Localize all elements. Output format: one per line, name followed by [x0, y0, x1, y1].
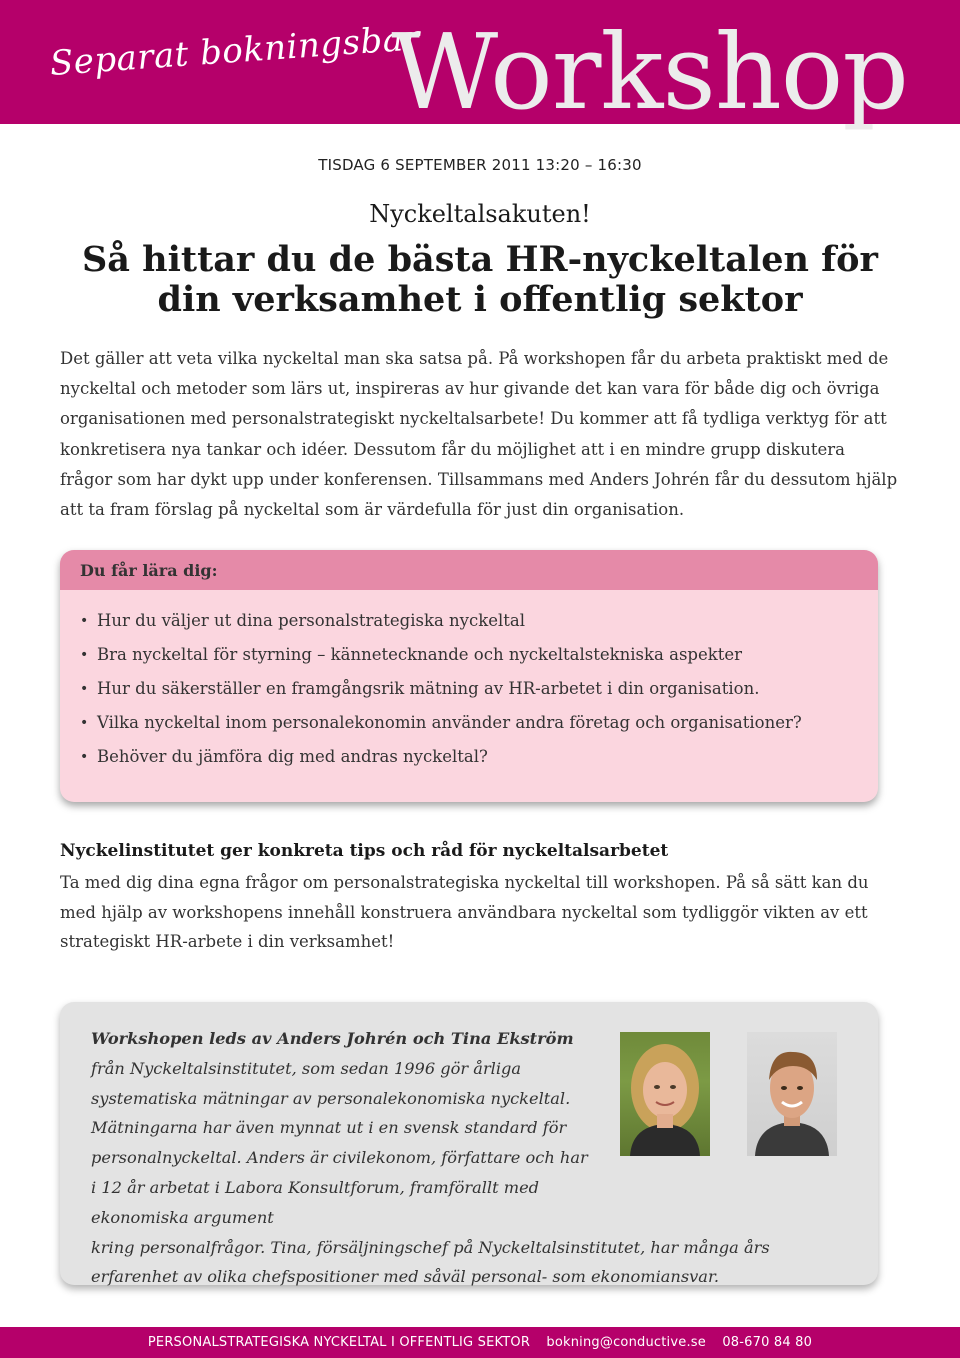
- bullet-icon: •: [80, 749, 89, 765]
- bio-tail: kring personalfrågor. Tina, försäljningschef på Nyckeltalsinstitutet, har många års erfarenhet av olika chefspositioner med såväl personal- som ekonomiansvar.: [91, 1237, 770, 1287]
- page-title: Så hittar du de bästa HR-nyckeltalen för din verksamhet i offentlig sektor: [82, 239, 878, 320]
- intro-paragraph: Det gäller att veta vilka nyckeltal man ska satsa på. På workshopen får du arbeta praktiskt med de nyckeltal och metoder som lärs ut, inspireras av hur givande det kan vara för både dig och övriga organisationen med personalstrategiskt nyckeltalsarbete! Du kommer att få tydliga verktyg för att konkretisera nya tankar och idéer. Dessutom får du möjlighet att i en mindre grupp diskutera frågor som har dykt upp under konferensen. Tillsammans med Anders Johrén får du dessutom hjälp att ta fram förslag på nyckeltal som är värdefulla för just din organisation.: [60, 349, 898, 520]
- list-item-text: Behöver du jämföra dig med andras nyckeltal?: [97, 747, 488, 766]
- footer-email[interactable]: bokning@conductive.se: [546, 1335, 706, 1350]
- learn-list: [60, 590, 878, 774]
- tips-heading: Nyckelinstitutet ger konkreta tips och råd för nyckeltalsarbetet: [60, 841, 669, 861]
- portrait-man-icon: [747, 1032, 837, 1156]
- footer-bar: [0, 1327, 960, 1358]
- list-item-text: Vilka nyckeltal inom personalekonomin använder andra företag och organisationer?: [97, 713, 802, 732]
- event-date: TISDAG 6 SEPTEMBER 2011 13:20 – 16:30: [318, 156, 642, 174]
- portrait-woman-icon: [620, 1032, 710, 1156]
- footer-topic: PERSONALSTRATEGISKA NYCKELTAL I OFFENTLIG SEKTOR: [147, 1335, 531, 1350]
- portrait-photo-woman: [620, 1032, 710, 1156]
- tagline: Separat bokningsbar: [48, 18, 422, 84]
- bio-lead-bold: Workshopen leds av Anders Johrén och Tina Ekström: [91, 1029, 574, 1048]
- bullet-icon: •: [80, 681, 89, 697]
- brand-title: Workshop: [391, 11, 908, 133]
- learn-heading: Du får lära dig:: [60, 550, 878, 590]
- event-kicker: Nyckeltalsakuten!: [369, 200, 591, 228]
- list-item: [80, 706, 878, 740]
- bullet-icon: •: [80, 613, 89, 629]
- bio-lead: [91, 1024, 591, 1233]
- list-item: [80, 672, 878, 706]
- tips-section: [60, 838, 900, 957]
- portrait-photo-man: [747, 1032, 837, 1156]
- footer-phone[interactable]: 08-670 84 80: [722, 1335, 813, 1350]
- tips-paragraph: Ta med dig dina egna frågor om personalstrategiska nyckeltal till workshopen. På så sätt kan du med hjälp av workshopens innehåll konstruera användbara nyckeltal som tydliggör vikten av ett strategiskt HR-arbete i din verksamhet!: [60, 873, 869, 951]
- list-item: [80, 604, 878, 638]
- bio-box: [60, 1002, 878, 1285]
- list-item-text: Hur du väljer ut dina personalstrategiska nyckeltal: [97, 611, 526, 630]
- bullet-icon: •: [80, 715, 89, 731]
- header-banner: [0, 0, 960, 133]
- bullet-icon: •: [80, 647, 89, 663]
- bio-lead-rest: från Nyckeltalsinstitutet, som sedan 1996 gör årliga systematiska mätningar av personalekonomiska nyckeltal. Mätningarna har även mynnat ut i en svensk standard för personalnyckeltal. Anders är civilekonom, författare och har i 12 år arbetat i Labora Konsultforum, framförallt med ekonomiska argument: [91, 1058, 588, 1227]
- list-item-text: Bra nyckeltal för styrning – kännetecknande och nyckeltalstekniska aspekter: [97, 645, 743, 664]
- list-item-text: Hur du säkerställer en framgångsrik mätning av HR-arbetet i din organisation.: [97, 679, 760, 698]
- learn-box: [60, 550, 878, 802]
- list-item: [80, 740, 878, 774]
- list-item: [80, 638, 878, 672]
